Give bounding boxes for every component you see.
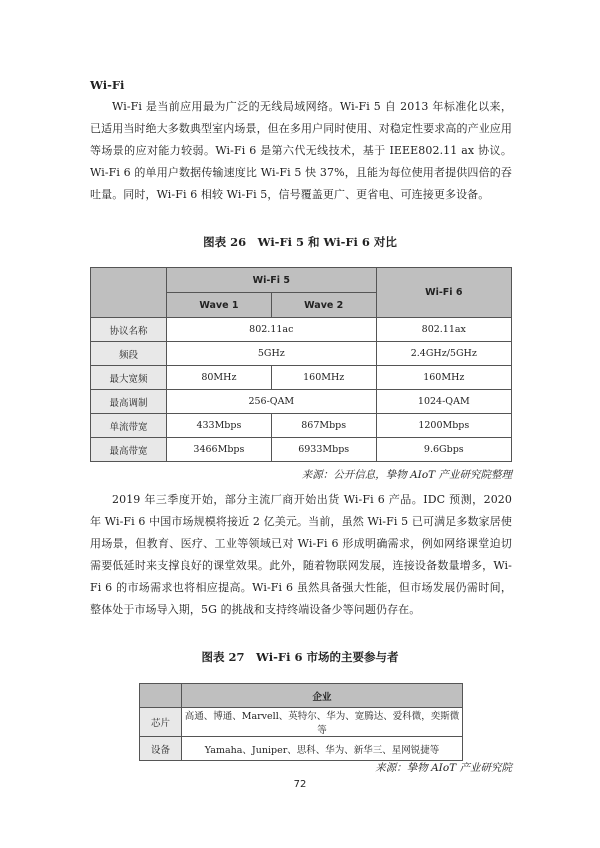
header-wifi5: Wi-Fi 5	[167, 268, 377, 293]
figure-27-title: 图表 27 Wi-Fi 6 市场的主要参与者	[201, 650, 399, 664]
cell-wifi6: 9.6Gbps	[376, 438, 511, 462]
figure-26-source: 来源：公开信息，挚物 AIoT 产业研究院整理	[301, 469, 512, 481]
cell-wave2: 6933Mbps	[271, 438, 376, 462]
table-row	[91, 366, 512, 390]
paragraph-text: 2019 年三季度开始，部分主流厂商开始出货 Wi-Fi 6 产品。IDC 预测，2020 年 Wi-Fi 6 中国市场规模将接近 2 亿美元。当前，虽然 Wi-Fi 5 已可满足多数家居使用场景，但教育、医疗、工业等领域已对 Wi-Fi 6 形成明确需求，例如网络课堂迫切需要低延时来支撑良好的课堂效果。此外，随着物联网发展，连接设备数量增多，Wi-Fi 6 的市场需求也将相应提高。Wi-Fi 6 虽然具备强大性能，但市场发展仍需时间，整体处于市场导入期，5G 的挑战和支持终端设备少等问题仍存在。	[90, 493, 512, 616]
row-label: 协议名称	[91, 318, 167, 342]
row-label: 最高带宽	[91, 438, 167, 462]
wifi6-market-table	[139, 683, 463, 761]
header-wave1: Wave 1	[167, 293, 272, 318]
cell-wave1: 80MHz	[167, 366, 272, 390]
header-companies: 企业	[182, 684, 463, 708]
wifi-comparison-table	[90, 267, 512, 462]
figure-27-source: 来源：挚物 AIoT 产业研究院	[375, 762, 512, 774]
cell-wifi6: 160MHz	[376, 366, 511, 390]
row-label: 最大宽频	[91, 366, 167, 390]
table-row	[140, 708, 463, 737]
cell-companies: Yamaha、Juniper、思科、华为、新华三、星网锐捷等	[182, 737, 463, 761]
row-label: 芯片	[140, 708, 182, 737]
paragraph-text: Wi-Fi 是当前应用最为广泛的无线局域网络。Wi-Fi 5 自 2013 年标准化以来，已适用当时绝大多数典型室内场景，但在多用户同时使用、对稳定性要求高的产业应用等场景的应对能力较弱。Wi-Fi 6 是第六代无线技术，基于 IEEE802.11 ax 协议。Wi-Fi 6 的单用户数据传输速度比 Wi-Fi 5 快 37%，且能为每位使用者提供四倍的吞吐量。同时，Wi-Fi 6 相较 Wi-Fi 5，信号覆盖更广、更省电、可连接更多设备。	[90, 100, 512, 201]
header-wifi6: Wi-Fi 6	[376, 268, 511, 318]
cell-companies: 高通、博通、Marvell、英特尔、华为、宽腾达、爱科微，奕斯微等	[182, 708, 463, 737]
table-row	[91, 414, 512, 438]
row-label: 最高调制	[91, 390, 167, 414]
table-header-row	[140, 684, 463, 708]
table-row	[91, 318, 512, 342]
cell-wifi6: 1024-QAM	[376, 390, 511, 414]
cell-wifi6: 802.11ax	[376, 318, 511, 342]
cell-wifi5: 802.11ac	[167, 318, 377, 342]
table-row	[91, 342, 512, 366]
cell-wave1: 3466Mbps	[167, 438, 272, 462]
cell-wifi6: 1200Mbps	[376, 414, 511, 438]
figure-26-title: 图表 26 Wi-Fi 5 和 Wi-Fi 6 对比	[203, 235, 397, 249]
cell-wave2: 160MHz	[271, 366, 376, 390]
cell-wifi6: 2.4GHz/5GHz	[376, 342, 511, 366]
table-row	[140, 737, 463, 761]
paragraph-wifi6-market	[90, 489, 512, 621]
section-title: Wi-Fi	[90, 78, 125, 92]
cell-wifi5: 256-QAM	[167, 390, 377, 414]
paragraph-wifi-intro	[90, 96, 512, 206]
cell-wave1: 433Mbps	[167, 414, 272, 438]
header-blank-cell	[91, 268, 167, 318]
page-number: 72	[293, 779, 307, 790]
table-row	[91, 438, 512, 462]
header-blank-cell	[140, 684, 182, 708]
table-row	[91, 390, 512, 414]
header-wave2: Wave 2	[271, 293, 376, 318]
table-header-row	[91, 268, 512, 293]
row-label: 单流带宽	[91, 414, 167, 438]
cell-wifi5: 5GHz	[167, 342, 377, 366]
cell-wave2: 867Mbps	[271, 414, 376, 438]
row-label: 设备	[140, 737, 182, 761]
row-label: 频段	[91, 342, 167, 366]
